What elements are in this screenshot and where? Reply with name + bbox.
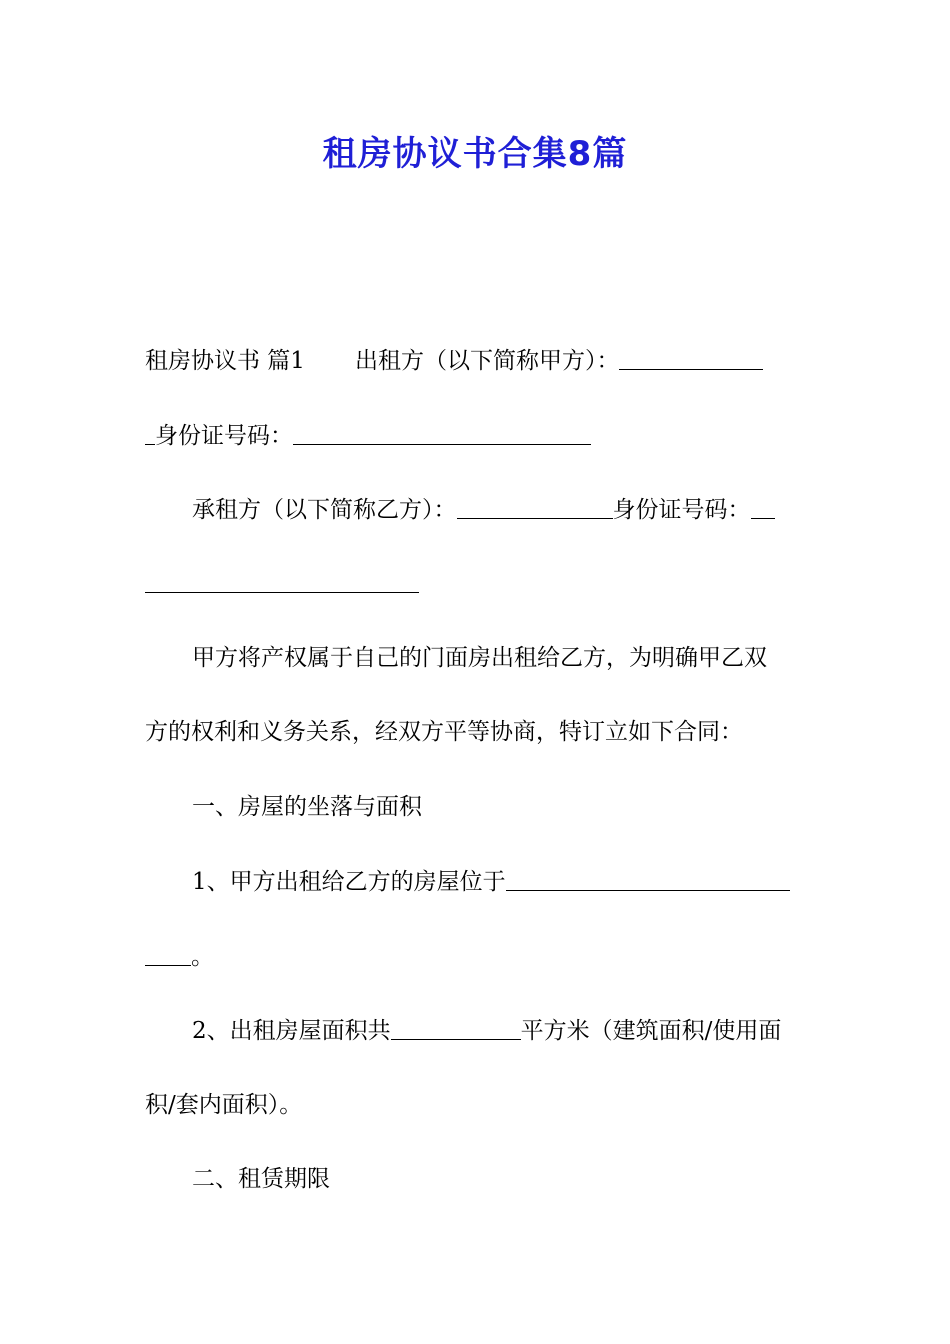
lessee-label: 承租方（以下简称乙方）： [192,497,457,523]
lessor-blank-cont [145,420,155,445]
line-8 [192,866,810,897]
paragraph-text: 方的权利和义务关系，经双方平等协商，特订立如下合同： [145,719,743,745]
line-5 [192,643,810,673]
clause-heading: 二、租赁期限 [192,1166,330,1192]
area-blank [391,1015,521,1040]
line-12 [192,1164,810,1194]
lessee-id-blank [751,494,775,519]
lessor-id-blank [293,420,591,445]
lessor-id-label: 身份证号码： [155,423,293,449]
clause-heading: 一、房屋的坐落与面积 [192,794,422,820]
lessor-blank [619,345,763,370]
lessee-id-label: 身份证号码： [612,497,751,523]
document-title: 租房协议书合集8篇 [322,134,628,174]
location-blank [506,866,790,891]
clause-text: 2、出租房屋面积共 [192,1018,391,1044]
line-2 [145,420,810,451]
lessee-blank [457,494,613,519]
line-10 [192,1015,810,1046]
line-4 [145,568,810,599]
paragraph-text: 甲方将产权属于自己的门面房出租给乙方，为明确甲乙双 [192,645,767,671]
lessor-label: 出租方（以下简称甲方）： [354,348,620,374]
lessee-id-blank-cont [145,568,419,593]
clause-text: 平方米（建筑面积/使用面 [520,1018,782,1044]
line-11 [145,1090,810,1120]
section-heading: 租房协议书 篇1 [145,348,305,374]
line-9 [145,941,810,972]
line-3 [192,494,810,525]
clause-text: 积/套内面积）。 [145,1092,303,1118]
clause-text: 1、甲方出租给乙方的房屋位于 [192,869,506,895]
location-blank-cont [145,941,191,966]
line-7 [192,792,810,822]
line-1 [145,345,810,376]
clause-text: 。 [191,944,214,970]
line-6 [145,717,810,747]
